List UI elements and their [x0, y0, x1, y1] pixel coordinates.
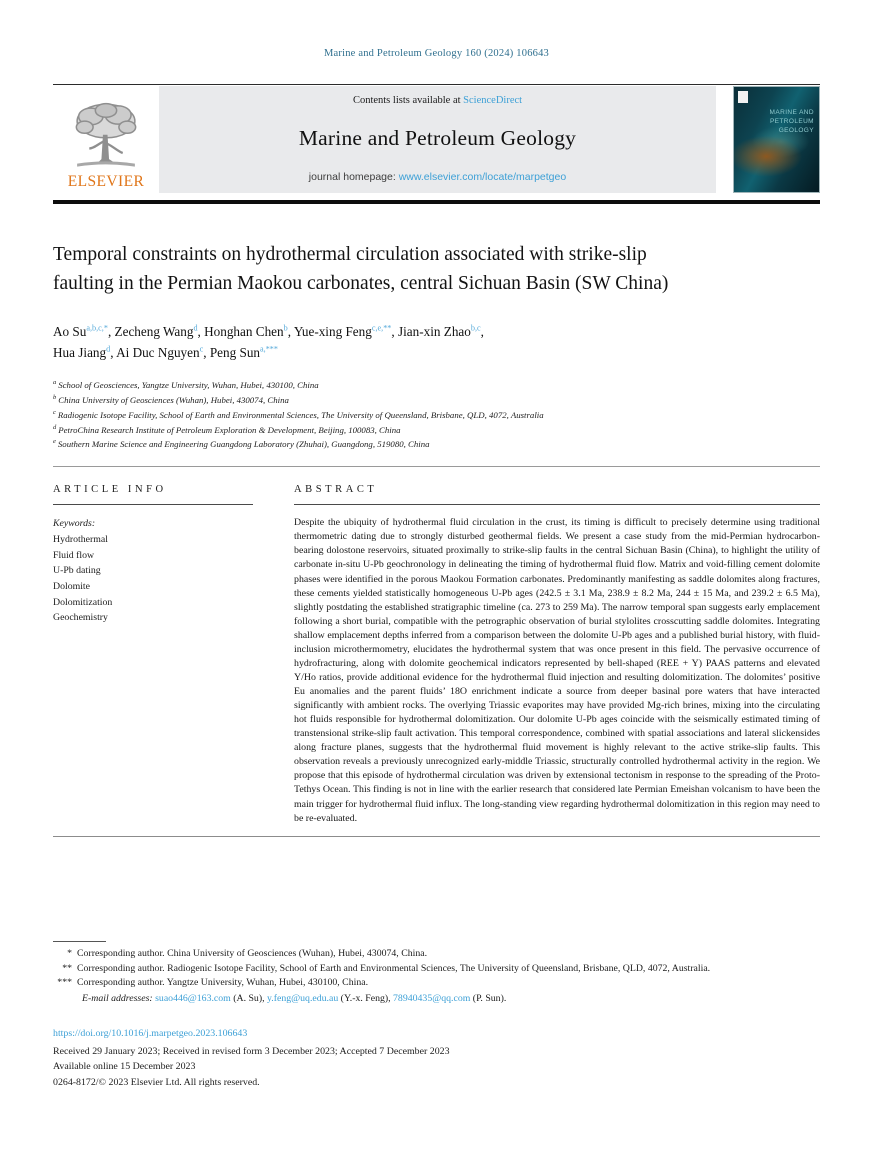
author: Honghan Chen$^b$,: [204, 323, 294, 340]
keyword-item: U-Pb dating: [53, 565, 101, 577]
footnote-text: Corresponding author. Radiogenic Isotope Facility, School of Earth and Environmental Sciences, The University of Queensland, Brisbane, QLD, 4072, Australia.: [77, 962, 711, 974]
author-affiliation-sup: b,c: [470, 323, 481, 333]
journal-reference: Marine and Petroleum Geology 160 (2024) 106643: [324, 48, 549, 59]
abstract-text: Despite the ubiquity of hydrothermal fluid circulation in the crust, its timing is difficult to precisely determine using traditional thermometric dating due to strongly disturbed geothermal fields. We present a case study from the mid-Permian hydrocarbon-bearing dolostone reservoirs, situated proximally to strike-slip faults in the central Sichuan Basin (China), to highlight the utility of carbonate in-situ U-Pb geochronology in delineating the timing of hydrothermal fluid flow. Matrix and void-filling cement dolomite phases were identified in the porous Maokou Formation carbonates. Predominantly manifesting as saddle dolomites along fractures, these cements yielded statistically homogeneous U-Pb ages (242.5 ± 3.1 Ma, 238.9 ± 8.2 Ma, 244 ± 15 Ma, and 239.2 ± 6.5 Ma), slightly postdating the established stratigraphic timeline (ca. 273 to 259 Ma). The narrow temporal span suggests early emplacement following a short burial, compatible with the petrographic observation of burial stylolites crosscutting saddle dolomites. Integrating shallow emplacement depths inferred from a comparison between the dolomite U-Pb ages and a published burial history, with fluid-inclusion microthermometry, elucidates the hydrothermal system that was once present in this field. The pervasive occurrence of hydrofracturing, along with dolomite geochemical indicators represented by bell-shaped (REE + Y) PAAS patterns and elevated Y/Ho ratios, provide additional evidence for the hydrothermal fluid injection and resulting dolomitization. The dolomites’ positive Eu anomalies and the parent fluids’ 18O enrichment indicate a source from deeper basinal pore waters that have interacted significantly with ambient rocks. The overlying Triassic evaporites may have provided Mg-rich brines, mixing into the circulating hot fluids responsible for hydrothermal dolomitization. Our dolomite U-Pb ages coincide with the seismically estimated timing of transtensional strike-slip fault activation. This temporal correspondence, combined with spatial associations and lateral slickensides along fracture planes, suggests that the hydrothermal fluid movement is highly relevant to the active strike-slip faults. This observation reveals a previously unrecognized early-middle Triassic, structurally controlled hydrothermal activity in the region. We propose that this episode of hydrothermal circulation was driven by extensional tectonism in response to the spreading of the Proto-Tethys Ocean. This finding is not in line with the earlier research that considered late Permian Emeishan volcanism to have been the main trigger for hydrothermal fluid influx. The long-standing view regarding hydrothermal dolomitization in this region may need to be re-evaluated.: [294, 517, 820, 824]
footnote-text: Corresponding author. China University of Geosciences (Wuhan), Hubei, 430074, China.: [77, 948, 428, 959]
elsevier-logo: [53, 86, 159, 193]
contents-prefix: Contents lists available at: [352, 95, 464, 106]
header-thick-divider: [53, 200, 820, 204]
abstract-header-rule: [294, 504, 820, 505]
received-dates: Received 29 January 2023; Received in revised form 3 December 2023; Accepted 7 December 2023: [53, 1045, 450, 1057]
author-affiliation-sup: b: [283, 323, 288, 333]
author-line-1: [53, 322, 820, 342]
keyword-item: Fluid flow: [53, 549, 95, 561]
author: Ai Duc Nguyen$^c$,: [116, 344, 210, 360]
article-title: Temporal constraints on hydrothermal circulation associated with strike-slip faulting in the Permian Maokou carbonates, central Sichuan Basin (SW China): [53, 244, 669, 294]
elsevier-tree-icon: [68, 98, 144, 175]
info-abstract-section: [53, 467, 820, 825]
author: Ao $Su^{a,b,c,*}$,: [53, 323, 115, 340]
author: Yue-xing Feng$^{c,e,**}$,: [293, 323, 398, 340]
author: Jian-xin Zhao$^{b,c}$,: [398, 323, 484, 340]
article-info-header: ARTICLE INFO: [53, 484, 167, 496]
keywords-label: Keywords:: [53, 518, 96, 530]
email-link[interactable]: 78940435@qq.com: [393, 993, 471, 1005]
banner-journal-title: Marine and Petroleum Geology: [298, 126, 577, 150]
homepage-url-link[interactable]: www.elsevier.com/locate/marpetgeo: [398, 171, 567, 183]
keyword-item: Dolomite: [53, 580, 91, 592]
email-addresses-line: E-mail addresses: suao446@163.com (A. Su), y.feng@uq.edu.au (Y.-x. Feng), 78940435@qq.com (P. Sun).: [82, 993, 507, 1005]
author-affiliation-sup: d: [106, 344, 111, 354]
author-line-2: [53, 343, 820, 363]
affiliation-item: $^b$ China University of Geosciences (Wuhan), Hubei, 430074, China: [53, 394, 289, 405]
author: Peng Sun$^{a,***}$: [209, 344, 278, 360]
affiliation-item: $^d$ PetroChina Research Institute of Petroleum Exploration & Development, Beijing, 100083, China: [53, 423, 401, 435]
contents-line: [169, 95, 706, 106]
banner-center: [159, 86, 716, 193]
cover-logo-square: [738, 91, 748, 103]
affiliation-item: $^c$ Radiogenic Isotope Facility, School of Earth and Environmental Sciences, The University of Queensland, Brisbane, QLD, 4072, Australia: [53, 408, 544, 420]
available-online: Available online 15 December 2023: [53, 1061, 196, 1073]
abstract-column: [294, 484, 820, 825]
keyword-item: Hydrothermal: [53, 533, 108, 545]
author-affiliation-sup: a,***: [260, 344, 278, 354]
homepage-prefix: journal homepage:: [308, 171, 399, 183]
cover-title: MARINE AND PETROLEUM GEOLOGY: [769, 109, 814, 134]
doi-link[interactable]: https://doi.org/10.1016/j.marpetgeo.2023.106643: [53, 1028, 248, 1039]
author: Zecheng Wang$^d$,: [114, 323, 205, 340]
affiliation-item: $^e$ Southern Marine Science and Engineering Guangdong Laboratory (Zhuhai), Guangdong, 519080, China: [53, 438, 430, 450]
keyword-item: Dolomitization: [53, 596, 113, 608]
corresponding-author-note: [53, 947, 820, 962]
email-label: E-mail addresses:: [82, 993, 153, 1005]
footnote-marker: *: [67, 948, 72, 959]
article-info-column: [53, 484, 253, 825]
footnote-rule: [53, 941, 106, 942]
footnotes: [53, 941, 820, 1007]
email-link[interactable]: y.feng@uq.edu.au: [267, 993, 339, 1005]
affiliations: [53, 378, 820, 452]
publication-details: [53, 1026, 820, 1091]
copyright-line: 0264-8172/© 2023 Elsevier Ltd. All rights reserved.: [53, 1076, 260, 1088]
author-affiliation-sup: c: [199, 344, 204, 354]
journal-cover-thumbnail: [733, 86, 820, 193]
journal-banner: [53, 86, 820, 193]
author-list: [53, 322, 820, 363]
author: Hua Jiang$^d$,: [53, 344, 117, 360]
footnote-marker: ***: [57, 977, 72, 989]
corresponding-author-note: [53, 962, 820, 977]
affiliation-item: $^a$ School of Geosciences, Yangtze University, Wuhan, Hubei, 430100, China: [53, 379, 319, 391]
author-affiliation-sup: d: [193, 323, 198, 333]
footnote-marker: **: [62, 962, 72, 974]
sciencedirect-link[interactable]: ScienceDirect: [463, 95, 523, 106]
author-affiliation-sup: a,b,c,*: [86, 323, 108, 333]
elsevier-wordmark: ELSEVIER: [67, 173, 145, 190]
email-link[interactable]: suao446@163.com: [155, 993, 231, 1005]
keyword-item: Geochemistry: [53, 612, 108, 624]
article-info-header-rule: [53, 504, 253, 505]
homepage-line: [169, 171, 706, 183]
author-affiliation-sup: c,e,**: [371, 323, 392, 333]
abstract-header: ABSTRACT: [294, 484, 378, 496]
corresponding-author-note: [53, 976, 820, 991]
footnote-text: Corresponding author. Yangtze University, Wuhan, Hubei, 430100, China.: [77, 977, 369, 989]
top-divider: [53, 84, 820, 85]
info-abstract-bottom-divider: [53, 836, 820, 837]
